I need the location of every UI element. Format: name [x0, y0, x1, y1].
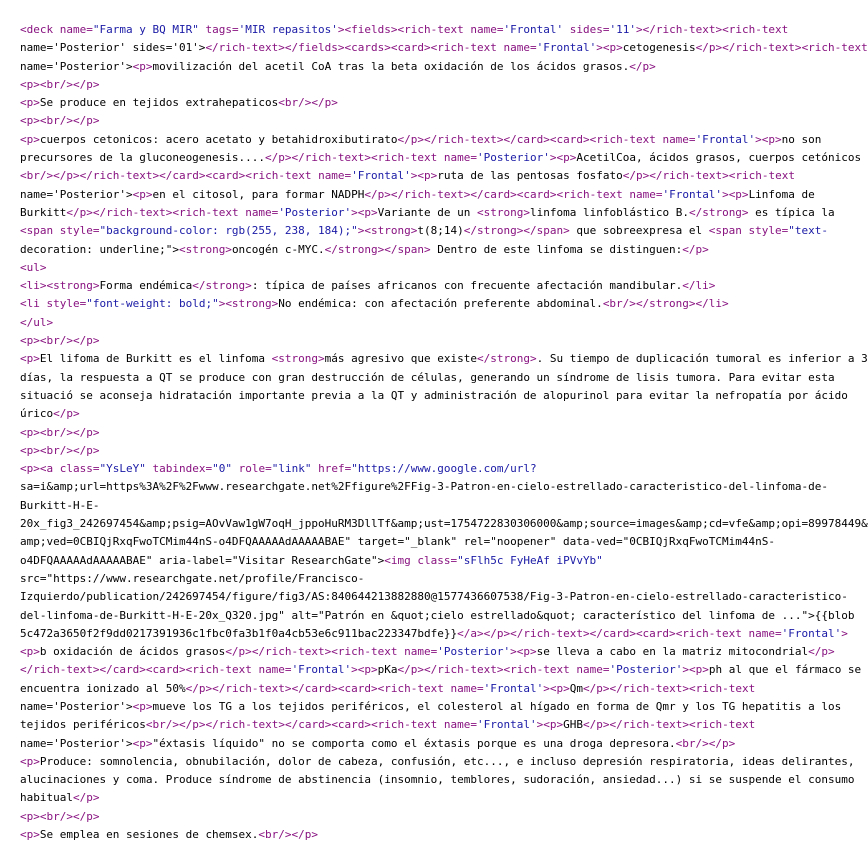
source-line: <p>Produce: somnolencia, obnubilación, dolor de cabeza, confusión, etc..., e incluso depresión respiratoria, ideas delirantes,	[20, 754, 855, 768]
source-line: <p><br/></p>	[20, 809, 100, 823]
markup-source-text	[20, 21, 868, 844]
source-line: <p><br/></p>	[20, 114, 100, 128]
source-line: name='Posterior'><p>"éxtasis líquido" no se comporta como el éxtasis porque es una droga depresora.<br/></p>	[20, 736, 736, 750]
source-line: </ul>	[20, 315, 54, 329]
source-line: <deck name="Farma y BQ MIR" tags='MIR repasitos'><fields><rich-text name='Frontal' sides='11'></rich-text><rich-text	[20, 23, 789, 36]
source-line: úrico</p>	[20, 407, 80, 421]
source-line: <p><br/></p>	[20, 77, 100, 91]
source-line: name='Posterior'><p>en el citosol, para formar NADPH</p></rich-text></card><card><rich-text name='Frontal'><p>Linfoma de	[20, 187, 815, 201]
source-line: <p>Se produce en tejidos extrahepaticos<br/></p>	[20, 96, 338, 110]
source-line: name='Posterior'><p>mueve los TG a los tejidos periféricos, el colesterol al hígado en forma de Qmr y los TG hepatitis a los	[20, 699, 842, 713]
source-line: <span style="background-color: rgb(255, 238, 184);"><strong>t(8;14)</strong></span> que sobreexpresa el <span style="text-	[20, 224, 829, 238]
source-line: <p>b oxidación de ácidos grasos</p></rich-text><rich-text name='Posterior'><p>se lleva a cabo en la matriz mitocondrial</p>	[20, 645, 835, 659]
source-line: tejidos periféricos<br/></p></rich-text></card><card><rich-text name='Frontal'><p>GHB</p></rich-text><rich-text	[20, 718, 756, 732]
source-line: situació se aconseja hidratación importante previa a la QT y administración de alopurinol para evitar la nefropatía por ácido	[20, 388, 848, 402]
source-line: del-linfoma-de-Burkitt-H-E-20x_Q320.jpg" alt="Patrón en &quot;cielo estrellado&quot; característico del linfoma de ...">{{blob	[20, 608, 855, 622]
source-line: <p><br/></p>	[20, 334, 100, 348]
source-line: name='Posterior' sides='01'></rich-text></fields><cards><card><rich-text name='Frontal'><p>cetogenesis</p></rich-text><rich-text	[20, 41, 868, 55]
source-line: <li><strong>Forma endémica</strong>: típica de países africanos con frecuente afectación mandibular.</li>	[20, 279, 716, 293]
source-line: src="https://www.researchgate.net/profile/Francisco-	[20, 571, 365, 585]
source-line: Izquierdo/publication/242697454/figure/fig3/AS:840644213882880@1577436607538/Fig-3-Patron-en-cielo-estrellado-caracteristico-	[20, 590, 848, 604]
source-line: o4DFQAAAAAdAAAAABAE" aria-label="Visitar ResearchGate"><img class="sFlh5c FyHeAf iPVvYb"	[20, 553, 603, 567]
source-line: días, la respuesta a QT se produce con gran destrucción de células, generando un síndrome de lisis tumora. Para evitar esta	[20, 370, 835, 384]
source-line: precursores de la gluconeogenesis....</p></rich-text><rich-text name='Posterior'><p>AcetilCoa, ácidos grasos, cuerpos cetónicos	[20, 151, 862, 165]
source-line: decoration: underline;"><strong>oncogén c-MYC.</strong></span> Dentro de este linfoma se distinguen:</p>	[20, 242, 709, 256]
source-line: alucinaciones y coma. Produce síndrome de abstinencia (insomnio, temblores, sudoración, ansiedad...) si se suspende el consumo	[20, 773, 855, 787]
source-line: <ul>	[20, 260, 47, 274]
source-line: encuentra ionizado al 50%</p></rich-text></card><card><rich-text name='Frontal'><p>Qm</p></rich-text><rich-text	[20, 681, 756, 695]
source-line: sa=i&amp;url=https%3A%2F%2Fwww.researchgate.net%2Ffigure%2FFig-3-Patron-en-cielo-estrellado-caracteristico-del-linfoma-de-	[20, 480, 828, 494]
source-line: <p><br/></p>	[20, 425, 100, 439]
source-line: Burkitt</p></rich-text><rich-text name='Posterior'><p>Variante de un <strong>linfoma linfoblástico B.</strong> es típica la	[20, 205, 835, 219]
source-line: <p><a class="YsLeY" tabindex="0" role="link" href="https://www.google.com/url?	[20, 462, 537, 476]
source-line: <p><br/></p>	[20, 443, 100, 457]
source-line: <br/></p></rich-text></card><card><rich-text name='Frontal'><p>ruta de las pentosas fosfato</p></rich-text><rich-text	[20, 169, 795, 183]
source-line: <p>Se emplea en sesiones de chemsex.<br/></p>	[20, 828, 319, 842]
source-line: Burkitt-H-E-	[20, 498, 100, 512]
source-line: habitual</p>	[20, 791, 100, 805]
source-line: name='Posterior'><p>movilización del acetil CoA tras la beta oxidación de los ácidos grasos.</p>	[20, 59, 656, 73]
source-line: <li style="font-weight: bold;"><strong>No endémica: con afectación preferente abdominal.<br/></strong></li>	[20, 297, 729, 311]
source-line: amp;ved=0CBIQjRxqFwoTCMim44nS-o4DFQAAAAAdAAAAABAE" target="_blank" rel="noopener" data-ved="0CBIQjRxqFwoTCMim44nS-	[20, 535, 775, 549]
source-line: <p>cuerpos cetonicos: acero acetato y betahidroxibutirato</p></rich-text></card><card><rich-text name='Frontal'><p>no son	[20, 132, 822, 146]
source-line: <p>El lifoma de Burkitt es el linfoma <strong>más agresivo que existe</strong>. Su tiempo de duplicación tumoral es inferior a 3	[20, 352, 868, 366]
source-line: 20x_fig3_242697454&amp;psig=AOvVaw1gW7oqH_jppoHuRM3DllTf&amp;ust=1754722830306000&amp;source=images&amp;cd=vfe&amp;opi=89978449&	[20, 517, 868, 531]
source-line: 5c472a3650f2f9dd0217391936c1fbc0fa3b1f0a4cb53e6c911bac223347bdfe}}</a></p></rich-text></card><card><rich-text name='Frontal'>	[20, 626, 848, 640]
source-line: </rich-text></card><card><rich-text name='Frontal'><p>pKa</p></rich-text><rich-text name='Posterior'><p>ph al que el fármaco se	[20, 663, 862, 677]
